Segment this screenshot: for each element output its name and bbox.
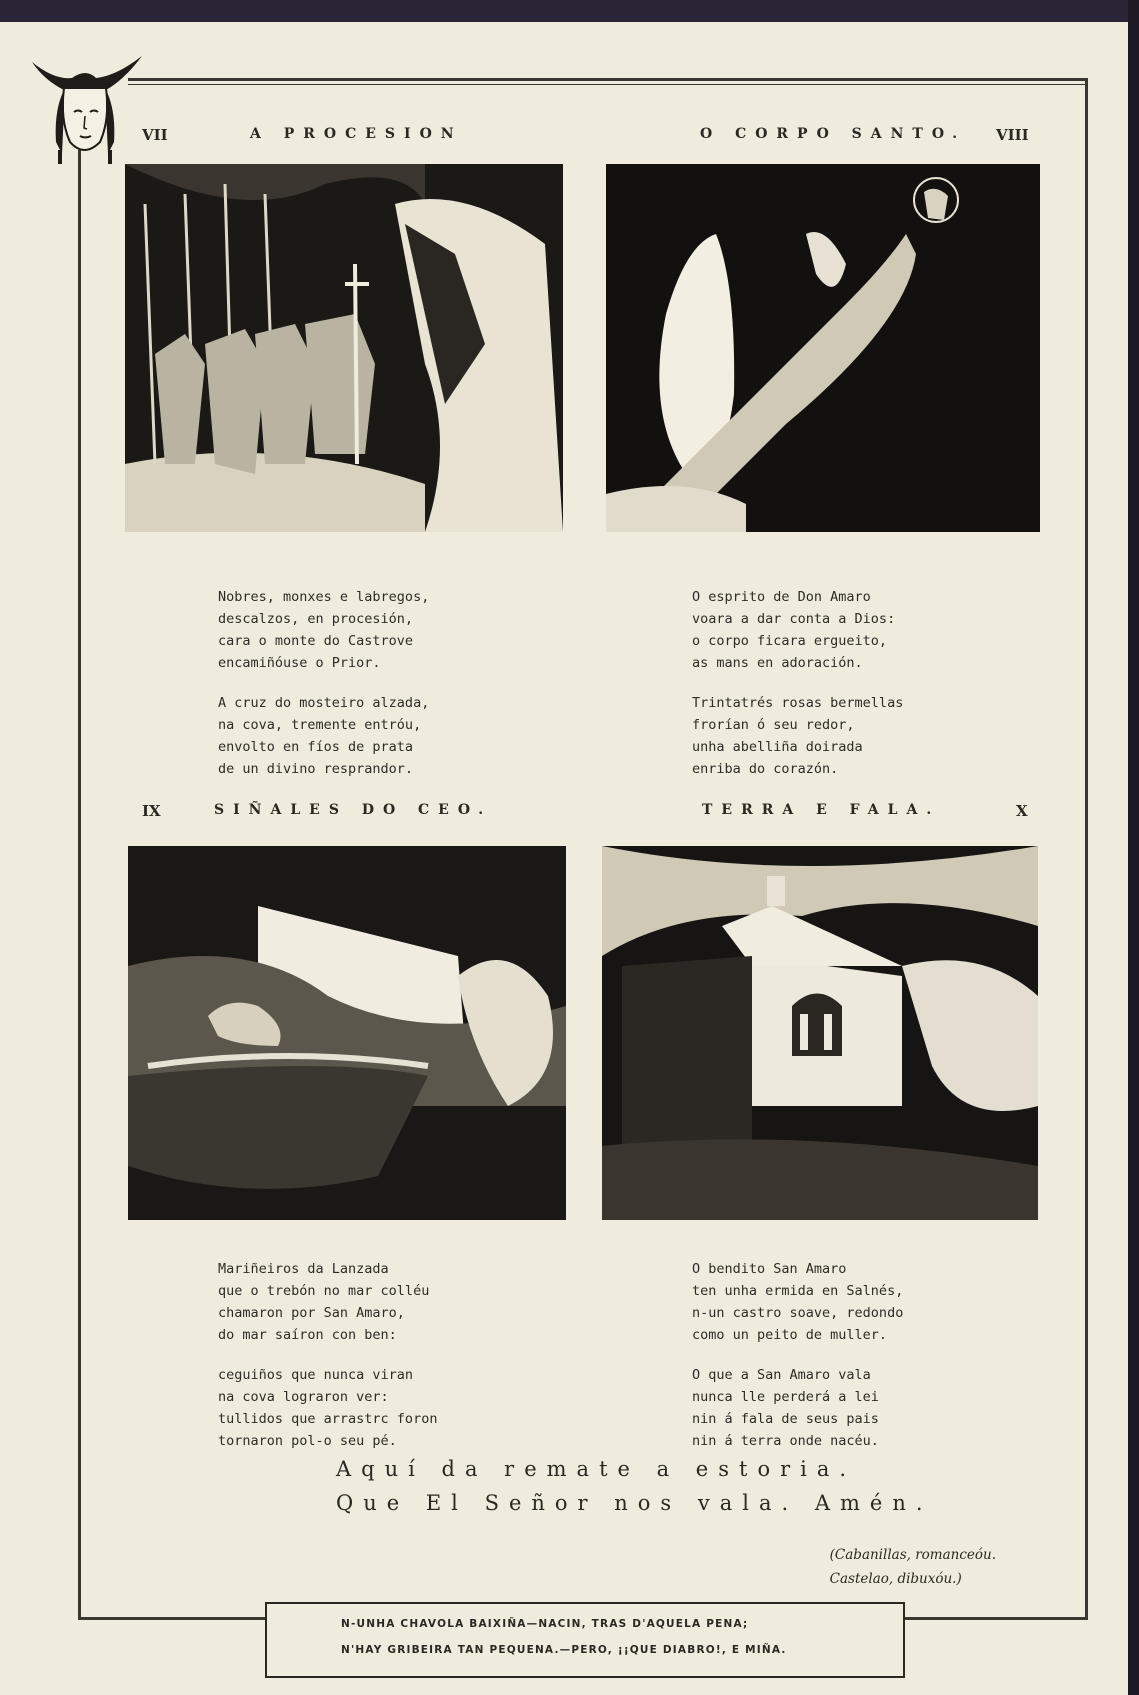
verse-line: na cova, tremente entróu, (218, 717, 422, 733)
verse-line: unha abelliña doirada (692, 739, 863, 755)
storm-boat-woodcut (128, 846, 566, 1220)
verse-line: A cruz do mosteiro alzada, (218, 695, 430, 711)
footer-line: N-UNHA CHAVOLA BAIXIÑA—NACIN, TRAS D'AQUELA PENA; (341, 1618, 749, 1630)
verse-line: voara a dar conta a Dios: (692, 611, 896, 627)
verse-line: frorían ó seu redor, (692, 717, 855, 733)
section-numeral: VII (142, 126, 168, 144)
credit-line: (Cabanillas, romanceóu. (829, 1547, 996, 1563)
magazine-page (0, 22, 1128, 1695)
closing-line: Que El Señor nos vala. Amén. (336, 1491, 933, 1515)
verse-block-vii (218, 586, 429, 780)
verse-line: tullidos que arrastrc foron (218, 1411, 438, 1427)
verse-line: na cova lograron ver: (218, 1389, 389, 1405)
bottom-rule-left (78, 1617, 268, 1620)
verse-line: ten unha ermida en Salnés, (692, 1283, 904, 1299)
top-rule-thin (128, 84, 1088, 85)
section-numeral: IX (142, 802, 161, 820)
verse-line: cara o monte do Castrove (218, 633, 414, 649)
verse-line: o corpo ficara ergueito, (692, 633, 888, 649)
verse-line: que o trebón no mar colléu (218, 1283, 430, 1299)
woman-head-vignette-icon (24, 50, 149, 175)
verse-line: descalzos, en procesión, (218, 611, 414, 627)
verse-line: Trintatrés rosas bermellas (692, 695, 904, 711)
verse-line: como un peito de muller. (692, 1327, 888, 1343)
left-rule (78, 150, 81, 1620)
verse-line: de un divino resprandor. (218, 761, 414, 777)
footer-box (265, 1602, 905, 1678)
verse-line: Nobres, monxes e labregos, (218, 589, 430, 605)
verse-line: nunca lle perderá a lei (692, 1389, 879, 1405)
verse-line: chamaron por San Amaro, (218, 1305, 405, 1321)
verse-line: envolto en fíos de prata (218, 739, 414, 755)
verse-line: enriba do corazón. (692, 761, 839, 777)
page-edge (1128, 0, 1139, 1695)
top-rule (128, 78, 1088, 81)
verse-line: Mariñeiros da Lanzada (218, 1261, 389, 1277)
verse-line: as mans en adoración. (692, 655, 863, 671)
hermitage-woodcut (602, 846, 1038, 1220)
section-title: SIÑALES DO CEO. (214, 802, 493, 818)
right-rule (1085, 78, 1088, 1618)
verse-block-x (692, 1258, 903, 1452)
verse-line: O esprito de Don Amaro (692, 589, 871, 605)
credit-line: Castelao, dibuxóu.) (829, 1571, 962, 1587)
verse-line: tornaron pol-o seu pé. (218, 1433, 397, 1449)
section-title: A PROCESION (250, 126, 463, 142)
credit (830, 1543, 996, 1591)
procession-woodcut (125, 164, 563, 532)
verse-block-viii (692, 586, 903, 780)
closing-line: Aquí da remate a estoria. (336, 1457, 857, 1481)
section-numeral: X (1016, 802, 1028, 820)
verse-line: do mar saíron con ben: (218, 1327, 397, 1343)
verse-line: O que a San Amaro vala (692, 1367, 871, 1383)
holy-body-woodcut (606, 164, 1040, 532)
verse-line: encamiñóuse o Prior. (218, 655, 381, 671)
section-title: O CORPO SANTO. (700, 126, 967, 142)
verse-line: ceguiños que nunca viran (218, 1367, 414, 1383)
section-numeral: VIII (996, 126, 1029, 144)
verse-line: n-un castro soave, redondo (692, 1305, 904, 1321)
verse-line: O bendito San Amaro (692, 1261, 847, 1277)
verse-block-ix (218, 1258, 437, 1452)
verse-line: nin á terra onde nacéu. (692, 1433, 879, 1449)
footer-line: N'HAY GRIBEIRA TAN PEQUENA.—PERO, ¡¡QUE DIABRO!, E MIÑA. (341, 1644, 787, 1656)
verse-line: nin á fala de seus pais (692, 1411, 879, 1427)
bottom-rule-right (902, 1617, 1088, 1620)
section-title: TERRA E FALA. (702, 802, 941, 818)
closing-lines (336, 1452, 933, 1520)
